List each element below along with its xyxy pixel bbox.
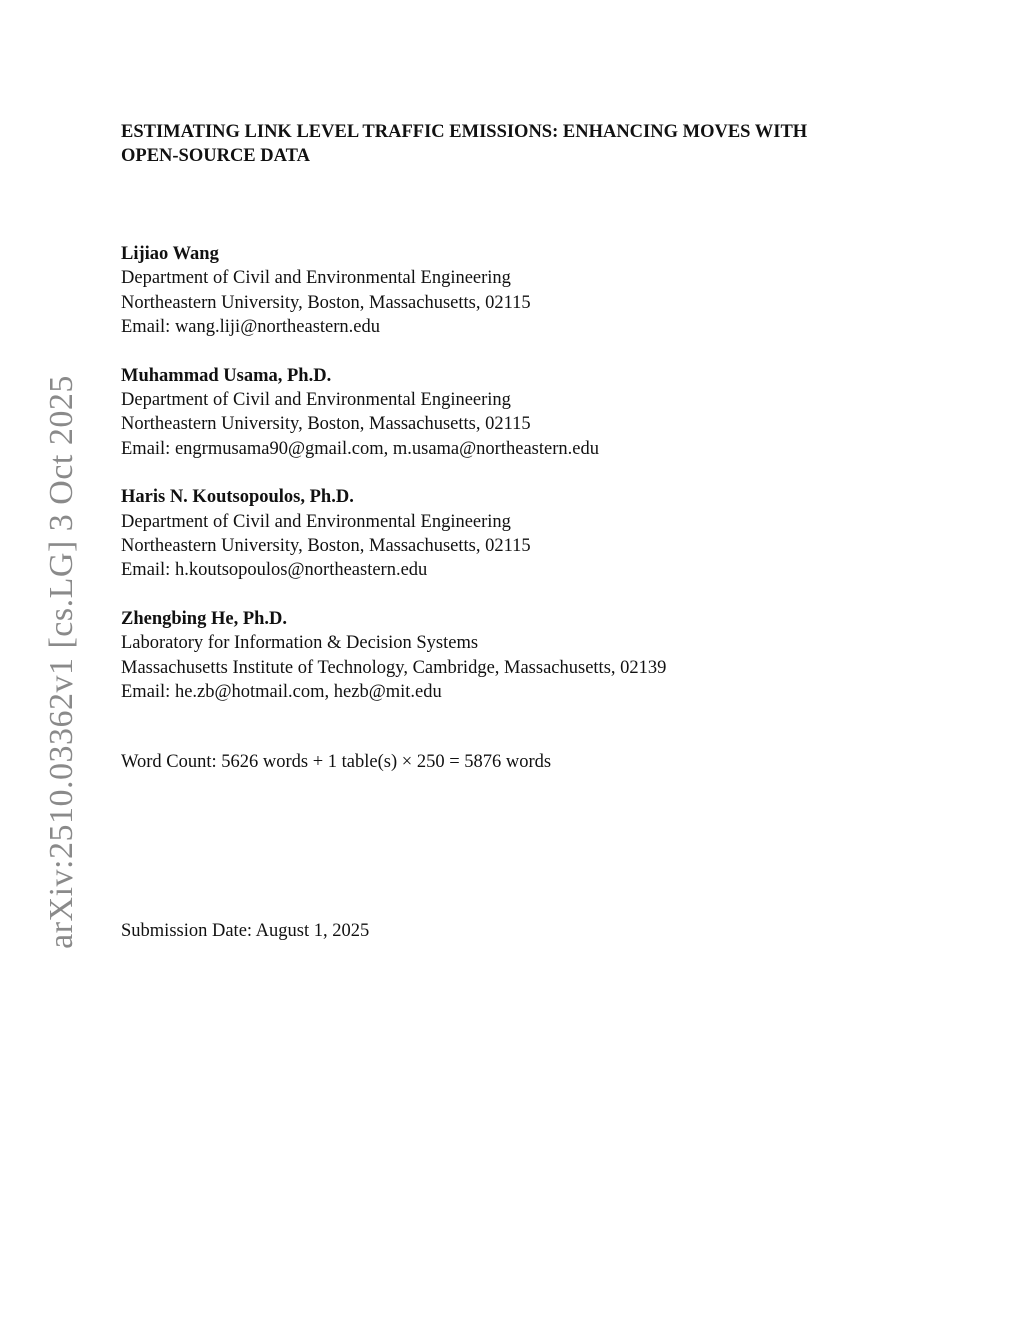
author-department: Department of Civil and Environmental Engineering xyxy=(121,390,511,411)
author-institution: Northeastern University, Boston, Massachusetts, 02115 xyxy=(121,536,531,557)
title-line-2: OPEN-SOURCE DATA xyxy=(121,146,310,166)
author-department: Department of Civil and Environmental Engineering xyxy=(121,268,511,289)
author-name: Muhammad Usama, Ph.D. xyxy=(121,365,332,386)
author-department: Department of Civil and Environmental Engineering xyxy=(121,511,511,532)
title-line-1: ESTIMATING LINK LEVEL TRAFFIC EMISSIONS: ENHANCING MOVES WITH xyxy=(121,122,808,142)
author-email: Email: wang.liji@northeastern.edu xyxy=(121,317,381,338)
title-page xyxy=(121,120,901,941)
author-department: Laboratory for Information & Decision Systems xyxy=(121,633,479,654)
author-email: Email: he.zb@hotmail.com, hezb@mit.edu xyxy=(121,682,442,703)
author-email: Email: engrmusama90@gmail.com, m.usama@northeastern.edu xyxy=(121,438,599,459)
arxiv-identifier-stamp: arXiv:2510.03362v1 [cs.LG] 3 Oct 2025 xyxy=(43,375,80,949)
author-list xyxy=(121,242,901,705)
submission-date: Submission Date: August 1, 2025 xyxy=(121,921,370,941)
author-institution: Massachusetts Institute of Technology, Cambridge, Massachusetts, 02139 xyxy=(121,657,667,678)
author-name: Lijiao Wang xyxy=(121,244,219,264)
author-block xyxy=(121,485,901,583)
author-block xyxy=(121,242,901,340)
author-name: Haris N. Koutsopoulos, Ph.D. xyxy=(121,487,354,508)
author-institution: Northeastern University, Boston, Massachusetts, 02115 xyxy=(121,414,531,435)
author-block xyxy=(121,364,901,462)
author-institution: Northeastern University, Boston, Massachusetts, 02115 xyxy=(121,292,531,313)
author-email: Email: h.koutsopoulos@northeastern.edu xyxy=(121,560,428,581)
author-block xyxy=(121,607,901,705)
paper-title xyxy=(121,120,881,168)
word-count: Word Count: 5626 words + 1 table(s) × 250 = 5876 words xyxy=(121,752,552,772)
author-name: Zhengbing He, Ph.D. xyxy=(121,608,288,629)
